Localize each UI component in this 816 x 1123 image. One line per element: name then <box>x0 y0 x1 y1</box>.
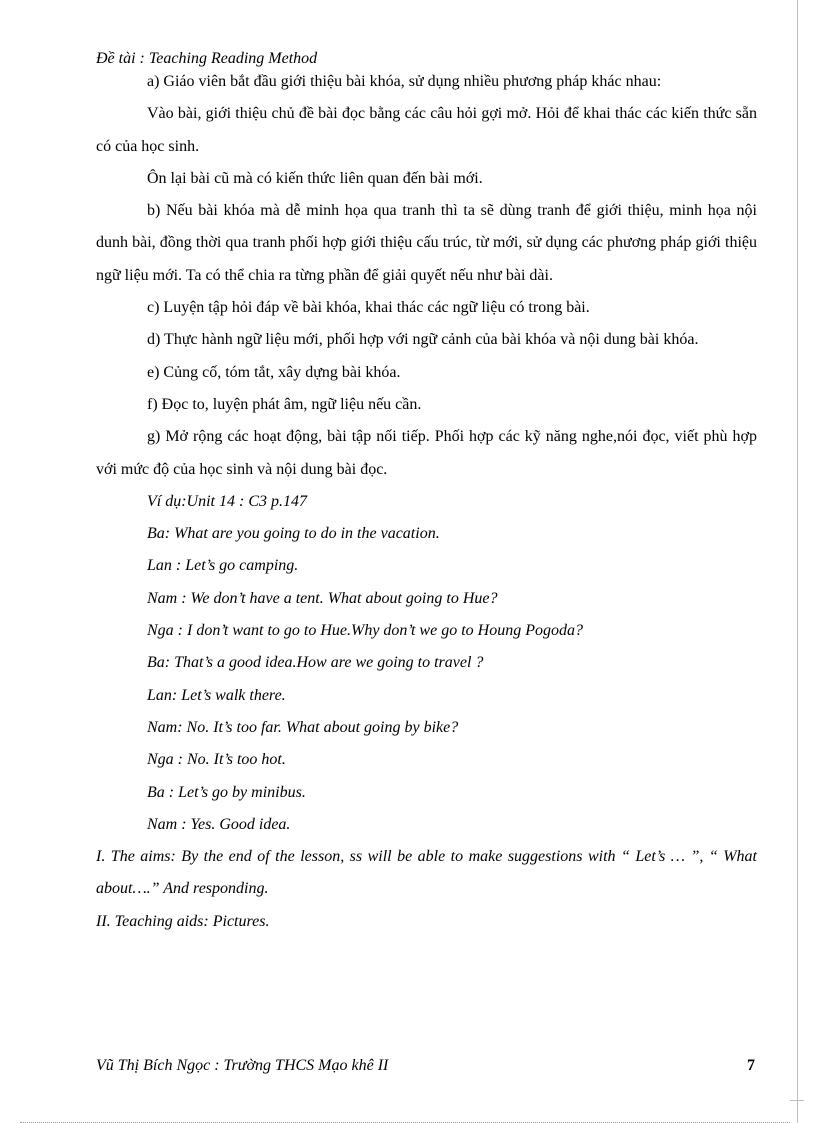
page-footer <box>96 1054 757 1078</box>
page-number: 7 <box>747 1057 755 1074</box>
dialog-line: Nga : I don’t want to go to Hue.Why don’t we go to Houng Pogoda? <box>147 622 583 640</box>
page-corner-mark <box>790 1100 804 1101</box>
paragraph-a: a) Giáo viên bắt đầu giới thiệu bài khóa, sử dụng nhiều phương pháp khác nhau: <box>147 73 662 90</box>
footer-author: Vũ Thị Bích Ngọc : Trường THCS Mạo khê II <box>96 1057 389 1074</box>
body-text <box>96 66 757 938</box>
paragraph-review: Ôn lại bài cũ mà có kiến thức liên quan đến bài mới. <box>147 169 483 187</box>
dialog-line: Lan : Let’s go camping. <box>147 557 299 575</box>
page-header-title: Đề tài : Teaching Reading Method <box>96 50 318 67</box>
dialog-line: Ba: What are you going to do in the vacation. <box>147 525 440 543</box>
paragraph-f: f) Đọc to, luyện phát âm, ngữ liệu nếu cần. <box>147 395 422 413</box>
dialog-line: Nga : No. It’s too hot. <box>147 751 286 769</box>
dialog-line: Nam: No. It’s too far. What about going by bike? <box>147 718 459 736</box>
paragraph-e: e) Củng cố, tóm tắt, xây dựng bài khóa. <box>147 363 401 381</box>
dialog-line: Lan: Let’s walk there. <box>147 686 286 704</box>
paragraph-g: g) Mở rộng các hoạt động, bài tập nối tiếp. Phối hợp các kỹ năng nghe,nói đọc, viết phù hợp với mức độ của học sinh và nội dung bài đọc. <box>96 428 757 478</box>
dialog-line: Nam : We don’t have a tent. What about going to Hue? <box>147 589 498 607</box>
example-heading: Ví dụ:Unit 14 : C3 p.147 <box>147 492 307 510</box>
aims-section: I. The aims: By the end of the lesson, ss will be able to make suggestions with “ Let’s … ”, “ What about….” And responding. <box>96 848 757 898</box>
dialog-line: Nam : Yes. Good idea. <box>147 815 291 833</box>
teaching-aids-section: II. Teaching aids: Pictures. <box>96 912 270 930</box>
paragraph-intro: Vào bài, giới thiệu chủ đề bài đọc bằng các câu hỏi gợi mở. Hỏi để khai thác các kiến thức sẵn có của học sinh. <box>96 105 757 155</box>
dialog-line: Ba : Let’s go by minibus. <box>147 783 306 801</box>
paragraph-c: c) Luyện tập hỏi đáp về bài khóa, khai thác các ngữ liệu có trong bài. <box>147 299 590 317</box>
page-edge-line <box>797 0 798 1123</box>
dialog-line: Ba: That’s a good idea.How are we going to travel ? <box>147 654 484 672</box>
paragraph-b: b) Nếu bài khóa mà dễ minh họa qua tranh thì ta sẽ dùng tranh để giới thiệu, minh họa nội dunh bài, đồng thời qua tranh phối hợp giới thiệu cấu trúc, từ mới, sử dụng các phương pháp giới thiệu ngữ liệu mới. Ta có thể chia ra từng phần để giải quyết nếu như bài dài. <box>96 202 757 284</box>
paragraph-d: d) Thực hành ngữ liệu mới, phối hợp với ngữ cảnh của bài khóa và nội dung bài khóa. <box>147 331 699 349</box>
